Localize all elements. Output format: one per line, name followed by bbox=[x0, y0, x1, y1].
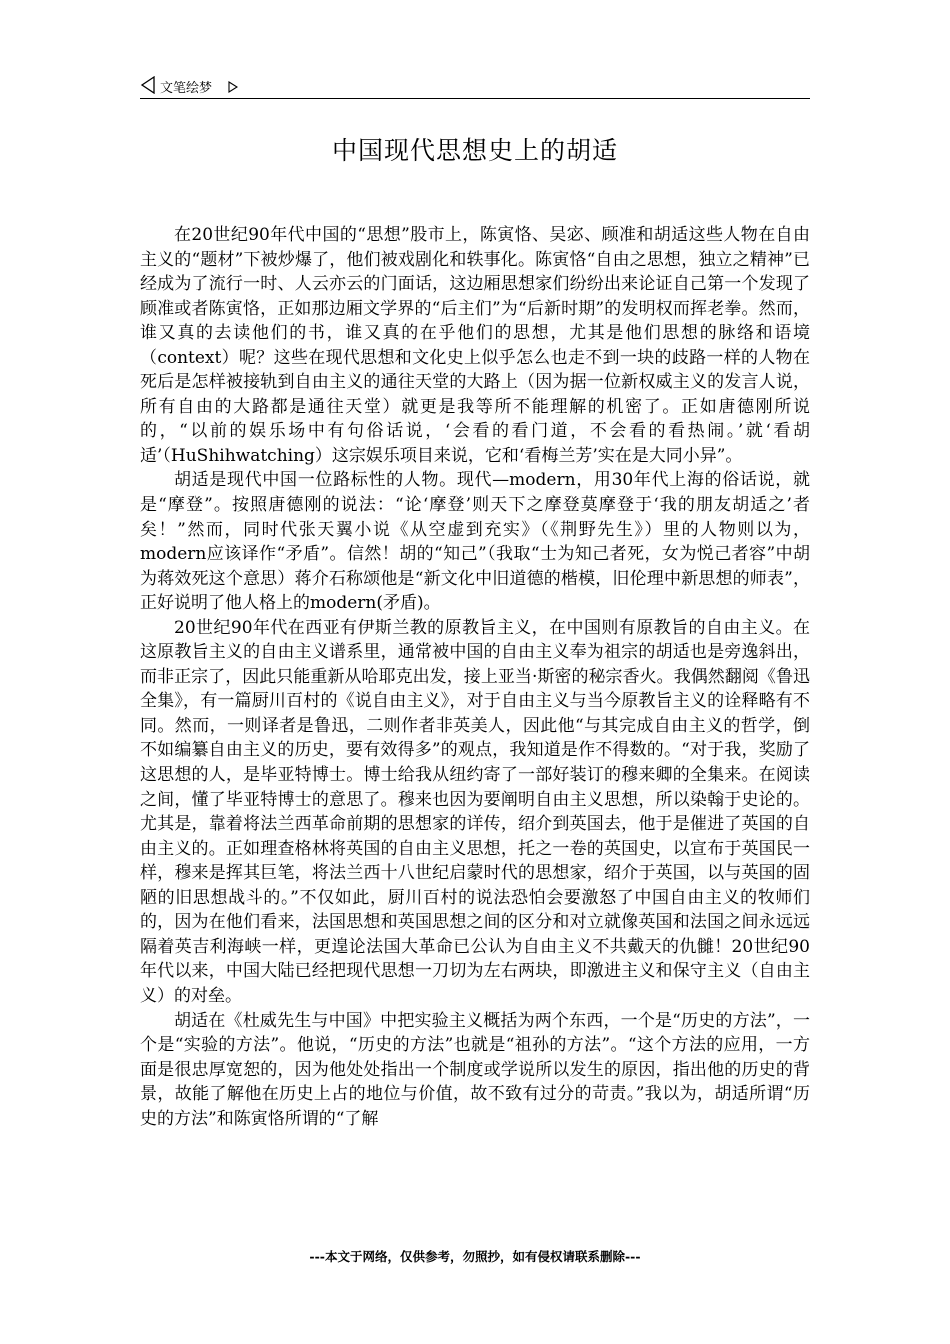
right-triangle-outline-icon bbox=[228, 78, 238, 97]
left-triangle-outline-icon bbox=[140, 76, 156, 98]
paragraph-2: 胡适是现代中国一位路标性的人物。现代—modern，用30年代上海的俗话说，就是“摩登”。按照唐德刚的说法：“论‘摩登’则天下之摩登莫摩登于‘我的朋友胡适之’者矣！”然而，同时代张天翼小说《从空虚到充实》（《荆野先生》）里的人物则以为，modern应该译作“矛盾”。信然！胡的“知己”（我取“士为知己者死，女为悦己者容”中胡为蒋效死这个意思）蒋介石称颂他是“新文化中旧道德的楷模，旧伦理中新思想的师表”，正好说明了他人格上的modern(矛盾)。 bbox=[140, 470, 810, 614]
paragraph-3: 20世纪90年代在西亚有伊斯兰教的原教旨主义，在中国则有原教旨的自由主义。在这原教旨主义的自由主义谱系里，通常被中国的自由主义奉为祖宗的胡适也是旁逸斜出，而非正宗了，因此只能重新从哈耶克出发，接上亚当·斯密的秘宗香火。我偶然翻阅《鲁迅全集》，有一篇厨川百村的《说自由主义》，对于自由主义与当今原教旨主义的诠释略有不同。然而，一则译者是鲁迅，二则作者非英美人，因此他“与其完成自由主义的哲学，倒不如编纂自由主义的历史，要有效得多”的观点，我知道是作不得数的。“对于我，奖励了这思想的人，是毕亚特博士。博士给我从纽约寄了一部好装订的穆来卿的全集来。在阅读之间，懂了毕亚特博士的意思了。穆来也因为要阐明自由主义思想，所以染翰于史论的。尤其是，靠着将法兰西革命前期的思想家的详传，绍介到英国去，他于是催进了英国的自由主义的。正如理查格林将英国的自由主义思想，托之一卷的英国史，以宣布于英国民一样，穆来是挥其巨笔，将法兰西十八世纪启蒙时代的思想家，绍介于英国，以与英国的固陋的旧思想战斗的。”不仅如此，厨川百村的说法恐怕会要激怒了中国自由主义的牧师们的，因为在他们看来，法国思想和英国思想之间的区分和对立就像英国和法国之间永远远隔着英吉利海峡一样，更遑论法国大革命已公认为自由主义不共戴天的仇雠！20世纪90年代以来，中国大陆已经把现代思想一刀切为左右两块，即激进主义和保守主义（自由主义）的对垒。 bbox=[140, 617, 810, 1006]
page-title: 中国现代思想史上的胡适 bbox=[331, 136, 618, 165]
footer-disclaimer: ---本文于网络，仅供参考，勿照抄，如有侵权请联系删除--- bbox=[309, 1249, 641, 1264]
paragraph-1: 在20世纪90年代中国的“思想”股市上，陈寅恪、吴宓、顾准和胡适这些人物在自由主义的“题材”下被炒爆了，他们被戏剧化和轶事化。陈寅恪“自由之思想，独立之精神”已经成为了流行一时、人云亦云的门面话，这边厢思想家们纷纷出来论证自己第一个发现了顾准或者陈寅恪，正如那边厢文学界的“后主们”为“后新时期”的发明权而挥老拳。然而，谁又真的去读他们的书，谁又真的在乎他们的思想，尤其是他们思想的脉络和语境（context）呢？这些在现代思想和文化史上似乎怎么也走不到一块的歧路一样的人物在死后是怎样被接轨到自由主义的通往天堂的大路上（因为据一位新权威主义的发言人说，所有自由的大路都是通往天堂）就更是我等所不能理解的机密了。正如唐德刚所说的，“以前的娱乐场中有句俗话说，‘会看的看门道，不会看的看热闹。’就‘看胡适’（HuShihwatching）这宗娱乐项目来说，它和‘看梅兰芳’实在是大同小异”。 bbox=[140, 225, 810, 466]
header-brand: 文笔绘梦 bbox=[160, 81, 213, 96]
paragraph-4: 胡适在《杜威先生与中国》中把实验主义概括为两个东西，一个是“历史的方法”，一个是“实验的方法”。他说，“历史的方法”也就是“祖孙的方法”。“这个方法的应用，一方面是很忠厚宽恕的，因为他处处指出一个制度或学说所以发生的原因，指出他的历史的背景，故能了解他在历史上占的地位与价值，故不致有过分的苛责。”我以为，胡适所谓“历史的方法”和陈寅恪所谓的“了解 bbox=[140, 1010, 810, 1129]
page-header bbox=[140, 74, 810, 99]
article-body bbox=[140, 223, 810, 1131]
